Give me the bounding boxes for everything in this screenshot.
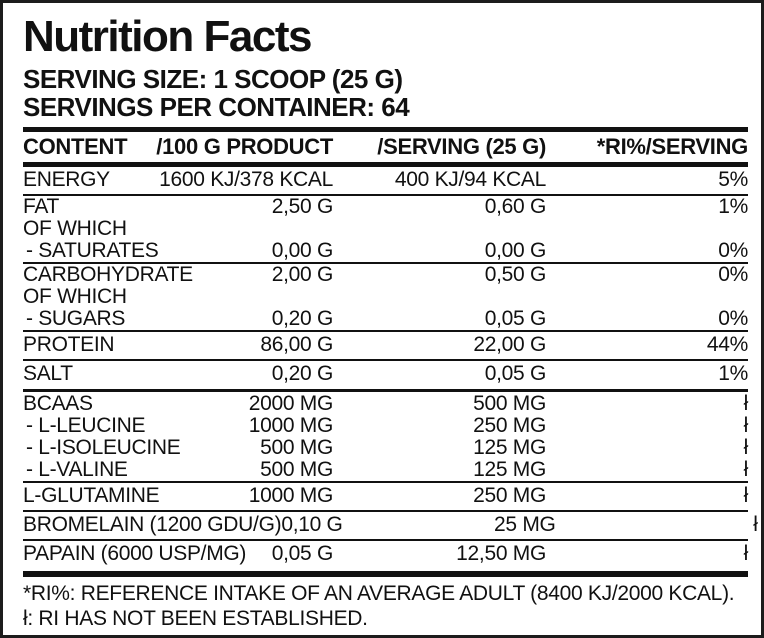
table-row-l-isoleucine [23,437,748,459]
cell-name: PROTEIN [23,333,115,356]
cell-ri: 0% [718,239,748,262]
cell-ri: ł [743,436,748,459]
cell-per-serving: 400 KJ/94 KCAL [394,168,546,191]
table-row-fat [23,196,748,240]
cell-ri: ł [743,414,748,437]
column-header-per-100g: /100 G PRODUCT [156,134,333,159]
column-header-per-serving: /SERVING (25 G) [377,134,546,159]
table-row-saturates [23,240,748,262]
cell-per-100g: 0,20 G [271,362,333,385]
cell-per-serving: 125 MG [473,458,546,481]
cell-per-100g: 500 MG [260,436,333,459]
cell-per-serving: 0,05 G [484,362,546,385]
cell-per-serving: 22,00 G [473,333,546,356]
cell-name: - SATURATES [26,239,159,262]
divider-medium [23,389,748,392]
cell-ri: 1% [718,362,748,385]
table-row-bcaas [23,393,748,415]
table-row-l-valine [23,459,748,481]
cell-per-100g: 1000 MG [248,484,333,507]
cell-per-100g: 0,10 G [281,513,343,536]
footnote-ri-not-established: ł: RI HAS NOT BEEN ESTABLISHED. [23,607,368,630]
cell-name [23,196,127,240]
cell-name: - L-LEUCINE [26,414,146,437]
label-title: Nutrition Facts [23,12,311,61]
cell-ri: ł [743,458,748,481]
table-header-row [23,132,748,162]
cell-name-line1: FAT [23,195,60,218]
cell-per-serving: 250 MG [473,414,546,437]
cell-ri: ł [753,513,758,536]
cell-name: BROMELAIN (1200 GDU/G) [23,513,282,536]
cell-ri: 44% [706,333,748,356]
cell-per-serving: 500 MG [473,392,546,415]
table-row-protein [23,332,748,359]
column-header-content: CONTENT [23,134,128,159]
cell-name: ENERGY [23,168,110,191]
cell-per-100g: 2,50 G [271,195,333,218]
cell-name-line1: CARBOHYDRATE [23,263,193,286]
table-row-salt [23,361,748,388]
cell-ri: ł [743,542,748,565]
servings-per-container-text: SERVINGS PER CONTAINER: 64 [23,92,410,122]
cell-per-100g: 1600 KJ/378 KCAL [159,168,333,191]
cell-per-serving: 0,60 G [484,195,546,218]
cell-ri: ł [743,392,748,415]
cell-per-serving: 125 MG [473,436,546,459]
table-row-l-glutamine [23,483,748,510]
cell-name: - SUGARS [26,307,126,330]
cell-per-serving: 250 MG [473,484,546,507]
serving-size-text: SERVING SIZE: 1 SCOOP (25 G) [23,64,403,94]
table-row-l-leucine [23,415,748,437]
cell-per-100g: 0,00 G [271,239,333,262]
cell-name-line2: OF WHICH [23,285,127,308]
cell-per-serving: 25 MG [494,513,556,536]
cell-name: PAPAIN (6000 USP/MG) [23,542,247,565]
divider-thick-bottom [23,571,748,577]
table-row-sugars [23,308,748,330]
cell-name: - L-ISOLEUCINE [26,436,181,459]
cell-name: BCAAS [23,392,93,415]
table-row-carbohydrate [23,264,748,308]
cell-ri: 0% [718,263,748,286]
table-row-papain [23,541,748,568]
table-row-energy [23,167,748,194]
cell-per-100g: 500 MG [260,458,333,481]
cell-per-100g: 1000 MG [248,414,333,437]
cell-per-serving: 0,00 G [484,239,546,262]
cell-per-serving: 0,05 G [484,307,546,330]
cell-name: SALT [23,362,73,385]
cell-per-100g: 86,00 G [260,333,333,356]
cell-name: - L-VALINE [26,458,128,481]
cell-per-serving: 0,50 G [484,263,546,286]
cell-per-100g: 2,00 G [271,263,333,286]
cell-ri: ł [743,484,748,507]
cell-per-100g: 2000 MG [248,392,333,415]
cell-ri: 5% [718,168,748,191]
footnote-ri-reference: *RI%: REFERENCE INTAKE OF AN AVERAGE ADULT (8400 KJ/2000 KCAL). [23,582,735,605]
column-header-ri-percent: *RI%/SERVING [596,134,748,159]
cell-per-serving: 12,50 MG [456,542,546,565]
cell-per-100g: 0,05 G [271,542,333,565]
cell-ri: 0% [718,307,748,330]
table-row-bromelain [23,512,758,539]
cell-name [23,264,193,308]
cell-name: L-GLUTAMINE [23,484,160,507]
cell-ri: 1% [718,195,748,218]
cell-name-line2: OF WHICH [23,217,127,240]
footnotes [23,581,748,631]
cell-per-100g: 0,20 G [271,307,333,330]
